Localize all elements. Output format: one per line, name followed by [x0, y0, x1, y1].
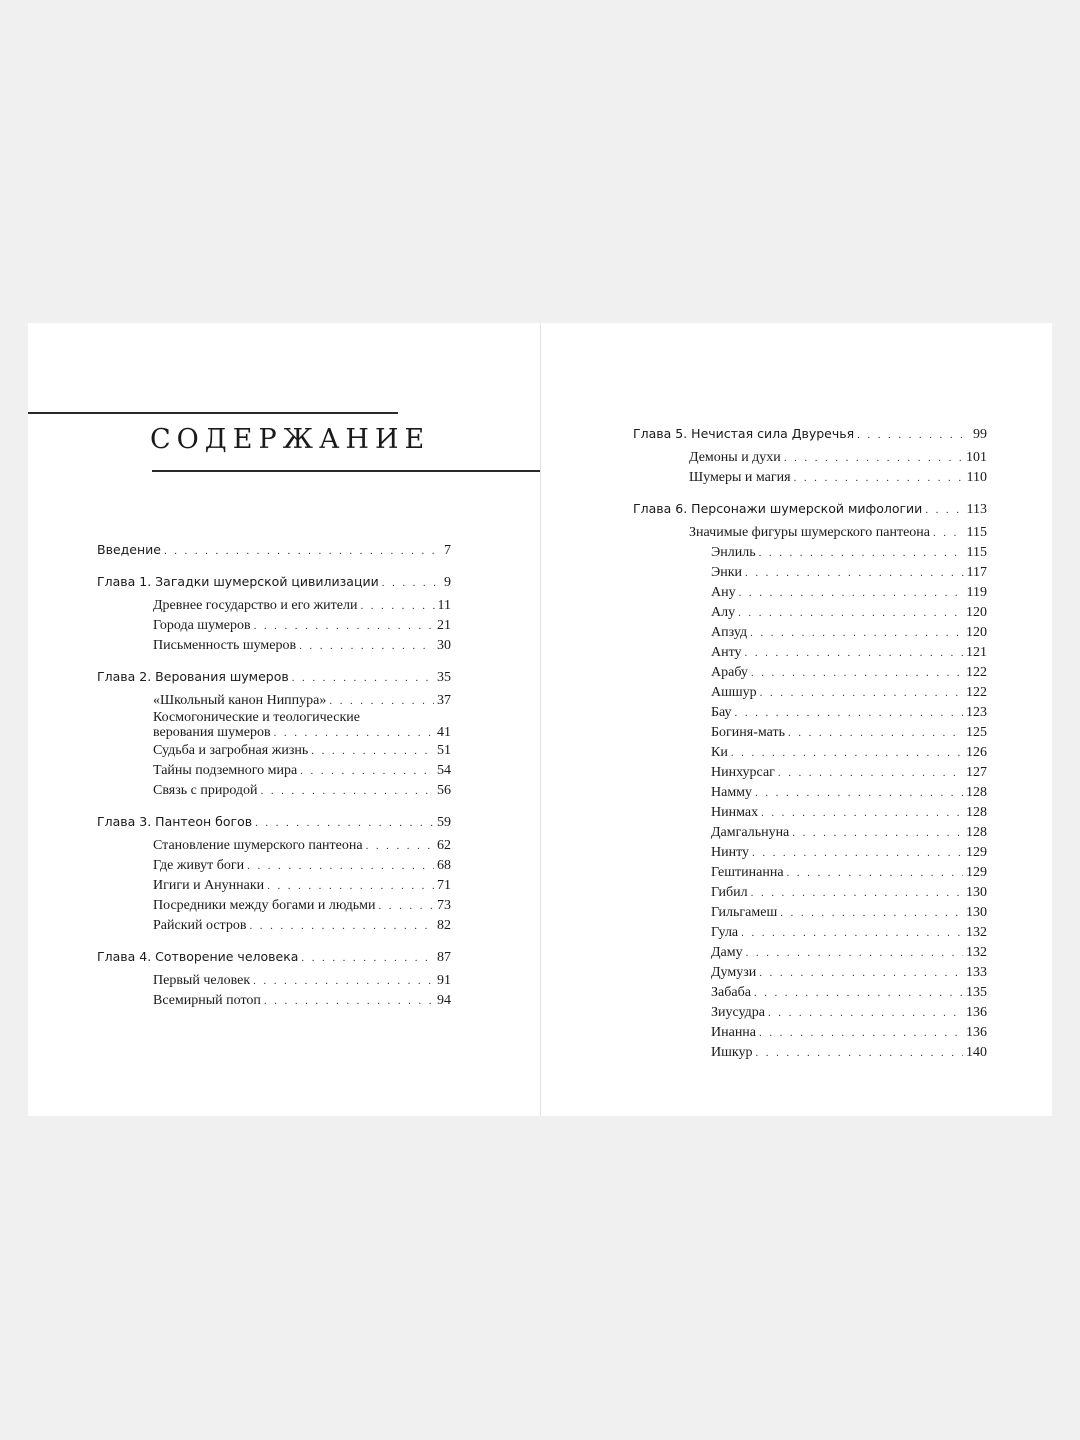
toc-deity-entry-label: Нинту	[711, 845, 750, 860]
toc-deity-entry[interactable]	[633, 543, 987, 563]
toc-deity-entry[interactable]	[633, 723, 987, 743]
dot-leader	[925, 501, 963, 520]
toc-section-entry-page-number: 37	[437, 693, 451, 708]
toc-section-entry-page-number: 115	[966, 525, 987, 540]
toc-section-entry[interactable]	[633, 468, 987, 488]
toc-deity-entry-label: Гула	[711, 925, 739, 940]
toc-chapter-entry[interactable]	[97, 667, 451, 688]
toc-section-entry-page-number: 21	[437, 618, 451, 633]
toc-chapter-entry[interactable]	[633, 424, 987, 445]
toc-deity-entry-label: Анту	[711, 645, 742, 660]
toc-deity-entry[interactable]	[633, 663, 987, 683]
toc-section-entry-page-number: 101	[966, 450, 987, 465]
toc-deity-entry-label: Бау	[711, 705, 732, 720]
toc-section-entry[interactable]	[97, 856, 451, 876]
dot-leader	[735, 704, 963, 723]
toc-deity-entry-label: Даму	[711, 945, 743, 960]
dot-leader	[857, 426, 970, 445]
dot-leader	[751, 664, 963, 683]
toc-deity-entry-label: Зиусудра	[711, 1005, 765, 1020]
toc-deity-entry-label: Алу	[711, 605, 736, 620]
dot-leader	[787, 864, 963, 883]
toc-section-entry-label: Всемирный потоп	[153, 993, 261, 1008]
dot-leader	[784, 449, 963, 468]
toc-deity-entry-label: Нинхурсаг	[711, 765, 775, 780]
toc-deity-entry-label: Энлиль	[711, 545, 756, 560]
dot-leader	[292, 669, 434, 688]
toc-section-entry[interactable]	[97, 916, 451, 936]
toc-deity-entry[interactable]	[633, 643, 987, 663]
dot-leader	[780, 904, 963, 923]
page-title: СОДЕРЖАНИЕ	[150, 424, 431, 455]
toc-deity-entry[interactable]	[633, 743, 987, 763]
toc-section-entry-page-number: 91	[437, 973, 451, 988]
dot-leader	[788, 724, 963, 743]
toc-section-entry-label: Связь с природой	[153, 783, 258, 798]
dot-leader	[752, 844, 963, 863]
dot-leader	[778, 764, 963, 783]
toc-deity-entry[interactable]	[633, 1023, 987, 1043]
toc-chapter-entry[interactable]	[97, 947, 451, 968]
toc-deity-entry-page-number: 130	[966, 885, 987, 900]
dot-leader	[301, 949, 434, 968]
toc-chapter-entry-label: Введение	[97, 542, 161, 557]
dot-leader	[254, 617, 434, 636]
dot-leader	[745, 564, 963, 583]
toc-section-entry[interactable]	[97, 836, 451, 856]
toc-deity-entry-page-number: 135	[966, 985, 987, 1000]
toc-section-entry-page-number: 71	[437, 878, 451, 893]
toc-deity-entry-page-number: 136	[966, 1025, 987, 1040]
toc-deity-entry[interactable]	[633, 783, 987, 803]
toc-chapter-entry[interactable]	[97, 572, 451, 593]
dot-leader	[794, 469, 964, 488]
dot-leader	[739, 584, 964, 603]
toc-deity-entry[interactable]	[633, 703, 987, 723]
dot-leader	[754, 984, 963, 1003]
toc-section-entry[interactable]	[97, 991, 451, 1011]
toc-deity-entry-label: Энки	[711, 565, 743, 580]
toc-chapter	[97, 572, 451, 656]
toc-deity-entry-label: Нинмах	[711, 805, 759, 820]
dot-leader	[253, 972, 434, 991]
toc-section-entry[interactable]	[97, 741, 451, 761]
toc-chapter-entry-label: Глава 3. Пантеон богов	[97, 814, 253, 829]
toc-deity-entry[interactable]	[633, 1003, 987, 1023]
dot-leader	[741, 924, 963, 943]
toc-section-entry-label: Письменность шумеров	[153, 638, 297, 653]
toc-deity-entry-label: Гильгамеш	[711, 905, 778, 920]
toc-section-entry[interactable]	[97, 616, 451, 636]
toc-chapter	[97, 812, 451, 936]
toc-deity-entry-page-number: 128	[966, 805, 987, 820]
toc-deity-entry-page-number: 130	[966, 905, 987, 920]
dot-leader	[759, 1024, 963, 1043]
toc-deity-entry[interactable]	[633, 823, 987, 843]
toc-deity-entry-label: Забаба	[711, 985, 751, 1000]
toc-chapter-entry-label: Глава 1. Загадки шумерской цивилизации	[97, 574, 379, 589]
toc-chapter-entry[interactable]	[97, 812, 451, 833]
toc-deity-entry-page-number: 126	[966, 745, 987, 760]
dot-leader	[164, 542, 441, 561]
toc-deity-entry-page-number: 125	[966, 725, 987, 740]
toc-right-page	[633, 424, 987, 1074]
toc-deity-entry-label: Ану	[711, 585, 736, 600]
toc-deity-entry[interactable]	[633, 623, 987, 643]
dot-leader	[760, 684, 963, 703]
toc-deity-entry-page-number: 127	[966, 765, 987, 780]
toc-section-entry-label: Древнее государство и его жители	[153, 598, 358, 613]
toc-section-label-line1: Космогонические и теологические	[153, 710, 360, 725]
toc-chapter-entry-page-number: 9	[444, 575, 451, 590]
toc-deity-entry[interactable]	[633, 1043, 987, 1063]
toc-deity-entry-page-number: 129	[966, 865, 987, 880]
dot-leader	[249, 917, 434, 936]
toc-deity-entry-label: Дамгальнуна	[711, 825, 790, 840]
toc-deity-entry-label: Инанна	[711, 1025, 757, 1040]
toc-deity-entry[interactable]	[633, 943, 987, 963]
toc-deity-entry-label: Гештинанна	[711, 865, 784, 880]
dot-leader	[768, 1004, 963, 1023]
dot-leader	[755, 784, 963, 803]
toc-deity-entry[interactable]	[633, 963, 987, 983]
toc-deity-entry[interactable]	[633, 763, 987, 783]
toc-deity-entry-page-number: 120	[966, 625, 987, 640]
toc-section-entry-page-number: 51	[437, 743, 451, 758]
title-rule-bottom	[152, 470, 540, 472]
toc-section-entry-label: Демоны и духи	[689, 450, 781, 465]
dot-leader	[759, 544, 964, 563]
dot-leader	[750, 624, 963, 643]
toc-chapter-entry-page-number: 7	[444, 543, 451, 558]
dot-leader	[756, 1044, 964, 1063]
dot-leader	[360, 597, 434, 616]
toc-deity-entry-label: Ки	[711, 745, 728, 760]
toc-section-entry[interactable]	[97, 781, 451, 801]
toc-section-entry-label: Шумеры и магия	[689, 470, 791, 485]
toc-section-entry[interactable]	[97, 761, 451, 781]
dot-leader	[759, 964, 963, 983]
toc-chapter-entry-label: Глава 2. Верования шумеров	[97, 669, 289, 684]
toc-chapter-entry-label: Глава 6. Персонажи шумерской мифологии	[633, 501, 923, 516]
dot-leader	[761, 804, 963, 823]
toc-chapter	[97, 667, 451, 801]
toc-deity-entry-page-number: 117	[966, 565, 987, 580]
toc-section-entry-label: Значимые фигуры шумерского пантеона	[689, 525, 930, 540]
toc-section-entry[interactable]	[97, 711, 451, 741]
toc-section-entry[interactable]	[97, 636, 451, 656]
dot-leader	[267, 877, 434, 896]
toc-section-entry-label: Судьба и загробная жизнь	[153, 743, 309, 758]
toc-deity-entry[interactable]	[633, 563, 987, 583]
toc-section-entry-page-number: 30	[437, 638, 451, 653]
toc-left-page	[97, 540, 451, 1022]
toc-deity-entry-label: Думузи	[711, 965, 757, 980]
toc-section-entry[interactable]	[633, 523, 987, 543]
toc-section-entry-page-number: 82	[437, 918, 451, 933]
toc-chapter-entry-page-number: 99	[973, 427, 987, 442]
title-rule-top	[28, 412, 398, 414]
toc-section-entry[interactable]	[97, 971, 451, 991]
toc-section-entry-page-number: 62	[437, 838, 451, 853]
dot-leader	[366, 837, 434, 856]
toc-section-entry-page-number: 11	[437, 598, 451, 613]
toc-deity-entry[interactable]	[633, 803, 987, 823]
toc-section-entry[interactable]	[97, 876, 451, 896]
book-gutter	[540, 323, 541, 1116]
toc-deity-entry-page-number: 120	[966, 605, 987, 620]
toc-chapter-entry[interactable]	[633, 499, 987, 520]
dot-leader	[792, 824, 963, 843]
toc-deity-entry-label: Ашшур	[711, 685, 757, 700]
dot-leader	[379, 897, 435, 916]
toc-section-entry-page-number: 56	[437, 783, 451, 798]
toc-section-entry-label: Райский остров	[153, 918, 247, 933]
toc-section-entry[interactable]	[633, 448, 987, 468]
toc-section-line2[interactable]	[153, 725, 451, 741]
toc-section-entry[interactable]	[97, 596, 451, 616]
toc-section-entry-label: Где живут боги	[153, 858, 245, 873]
toc-section-entry-label: Игиги и Ануннаки	[153, 878, 265, 893]
toc-section-entry-label: Первый человек	[153, 973, 251, 988]
toc-deity-entry-page-number: 122	[966, 685, 987, 700]
toc-deity-entry-page-number: 129	[966, 845, 987, 860]
toc-deity-entry-label: Апзуд	[711, 625, 748, 640]
toc-section-entry-label: Тайны подземного мира	[153, 763, 298, 778]
dot-leader	[751, 884, 963, 903]
toc-section-entry[interactable]	[97, 896, 451, 916]
toc-deity-entry-page-number: 128	[966, 785, 987, 800]
toc-deity-entry-page-number: 132	[966, 925, 987, 940]
toc-deity-entry-page-number: 122	[966, 665, 987, 680]
toc-deity-entry-page-number: 132	[966, 945, 987, 960]
toc-section-entry-page-number: 94	[437, 993, 451, 1008]
dot-leader	[731, 744, 963, 763]
toc-deity-entry[interactable]	[633, 923, 987, 943]
toc-section-entry-label: Становление шумерского пантеона	[153, 838, 363, 853]
toc-deity-entry[interactable]	[633, 683, 987, 703]
dot-leader	[738, 604, 963, 623]
toc-chapter-entry-label: Глава 5. Нечистая сила Двуречья	[633, 426, 855, 441]
toc-deity-entry[interactable]	[633, 983, 987, 1003]
toc-chapter-entry-page-number: 59	[437, 815, 451, 830]
toc-chapter-entry-page-number: 87	[437, 950, 451, 965]
toc-deity-entry-page-number: 133	[966, 965, 987, 980]
toc-deity-entry-label: Намму	[711, 785, 753, 800]
toc-deity-entry-page-number: 140	[966, 1045, 987, 1060]
toc-chapter-entry[interactable]	[97, 540, 451, 561]
toc-deity-entry-page-number: 119	[966, 585, 987, 600]
dot-leader	[311, 742, 434, 761]
toc-section-entry-label: Посредники между богами и людьми	[153, 898, 376, 913]
dot-leader	[264, 992, 434, 1011]
toc-deity-entry-label: Ишкур	[711, 1045, 753, 1060]
dot-leader	[274, 725, 434, 741]
toc-section-entry-page-number: 110	[966, 470, 987, 485]
toc-deity-entry[interactable]	[633, 903, 987, 923]
toc-deity-entry[interactable]	[633, 583, 987, 603]
toc-chapter	[633, 424, 987, 488]
dot-leader	[745, 644, 963, 663]
dot-leader	[247, 857, 434, 876]
dot-leader	[255, 814, 434, 833]
toc-deity-entry-label: Арабу	[711, 665, 748, 680]
toc-deity-entry[interactable]	[633, 843, 987, 863]
toc-chapter-entry-page-number: 113	[966, 502, 987, 517]
dot-leader	[746, 944, 963, 963]
toc-section-entry[interactable]	[97, 691, 451, 711]
toc-section-entry-page-number: 54	[437, 763, 451, 778]
toc-section-entry-label: Города шумеров	[153, 618, 251, 633]
toc-deity-entry[interactable]	[633, 863, 987, 883]
toc-section-entry-page-number: 68	[437, 858, 451, 873]
toc-deity-entry[interactable]	[633, 883, 987, 903]
toc-deity-entry-page-number: 136	[966, 1005, 987, 1020]
toc-chapter	[97, 947, 451, 1011]
toc-deity-entry-page-number: 123	[966, 705, 987, 720]
dot-leader	[933, 524, 964, 543]
dot-leader	[300, 762, 434, 781]
toc-section-entry-page-number: 73	[437, 898, 451, 913]
toc-section-line2-page-number: 41	[437, 725, 451, 740]
toc-section-entry-label: «Школьный канон Ниппура»	[153, 693, 327, 708]
toc-chapter-entry-page-number: 35	[437, 670, 451, 685]
toc-deity-entry-label: Богиня-мать	[711, 725, 785, 740]
toc-deity-entry-page-number: 121	[966, 645, 987, 660]
toc-deity-entry-page-number: 128	[966, 825, 987, 840]
toc-deity-entry-page-number: 115	[966, 545, 987, 560]
dot-leader	[299, 637, 434, 656]
dot-leader	[329, 692, 434, 711]
toc-chapter-entry-label: Глава 4. Сотворение человека	[97, 949, 299, 964]
dot-leader	[261, 782, 434, 801]
toc-deity-entry[interactable]	[633, 603, 987, 623]
toc-chapter	[97, 540, 451, 561]
toc-chapter	[633, 499, 987, 1063]
toc-section-line2-label: верования шумеров	[153, 725, 271, 740]
toc-deity-entry-label: Гибил	[711, 885, 748, 900]
dot-leader	[382, 574, 441, 593]
